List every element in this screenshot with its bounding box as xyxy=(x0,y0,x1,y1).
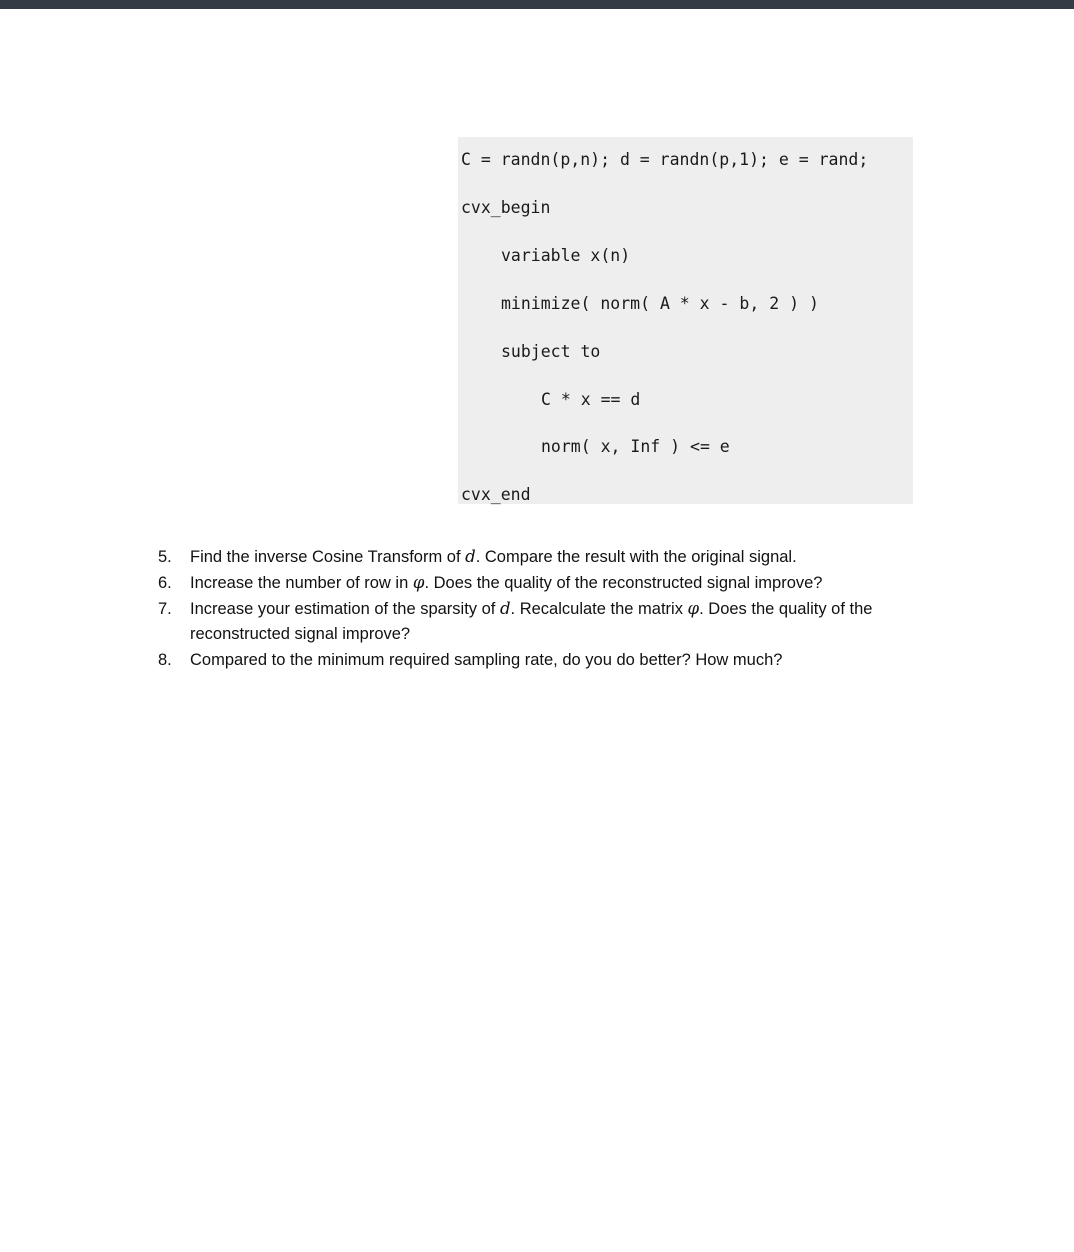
code-line: cvx_begin xyxy=(461,198,551,217)
question-text-part: . Does the quality of the reconstructed signal improve? xyxy=(424,574,823,592)
question-text-part: Increase the number of row in xyxy=(190,574,413,592)
question-number: 5. xyxy=(158,548,172,566)
code-block xyxy=(458,137,913,504)
question-text xyxy=(190,599,872,619)
question-number: 8. xyxy=(158,651,172,669)
math-symbol: d xyxy=(499,599,511,618)
code-line: C * x == d xyxy=(541,390,641,409)
question-text: Compared to the minimum required sampling rate, do you do better? How much? xyxy=(190,651,783,669)
code-line: variable x(n) xyxy=(501,246,631,265)
question-text-part: Find the inverse Cosine Transform of xyxy=(190,548,466,566)
question-text xyxy=(190,547,797,567)
code-line: subject to xyxy=(501,342,601,361)
question-text-part: . Compare the result with the original signal. xyxy=(475,548,797,566)
question-text-continuation: reconstructed signal improve? xyxy=(190,625,411,643)
code-line: minimize( norm( A * x - b, 2 ) ) xyxy=(501,294,819,313)
code-line: norm( x, Inf ) <= e xyxy=(541,437,730,456)
question-number: 6. xyxy=(158,574,172,592)
question-number: 7. xyxy=(158,600,172,618)
question-text-part: . Recalculate the matrix xyxy=(510,600,688,618)
question-text-part: . Does the quality of the xyxy=(699,600,873,618)
top-bar xyxy=(0,0,1074,9)
math-symbol: d xyxy=(465,547,476,566)
code-line: C = randn(p,n); d = randn(p,1); e = rand; xyxy=(461,150,869,169)
question-text-part: Increase your estimation of the sparsity of xyxy=(190,600,500,618)
question-text xyxy=(190,573,822,593)
code-line: cvx_end xyxy=(461,485,531,504)
math-symbol: φ xyxy=(412,573,425,592)
math-symbol: φ xyxy=(687,599,700,618)
